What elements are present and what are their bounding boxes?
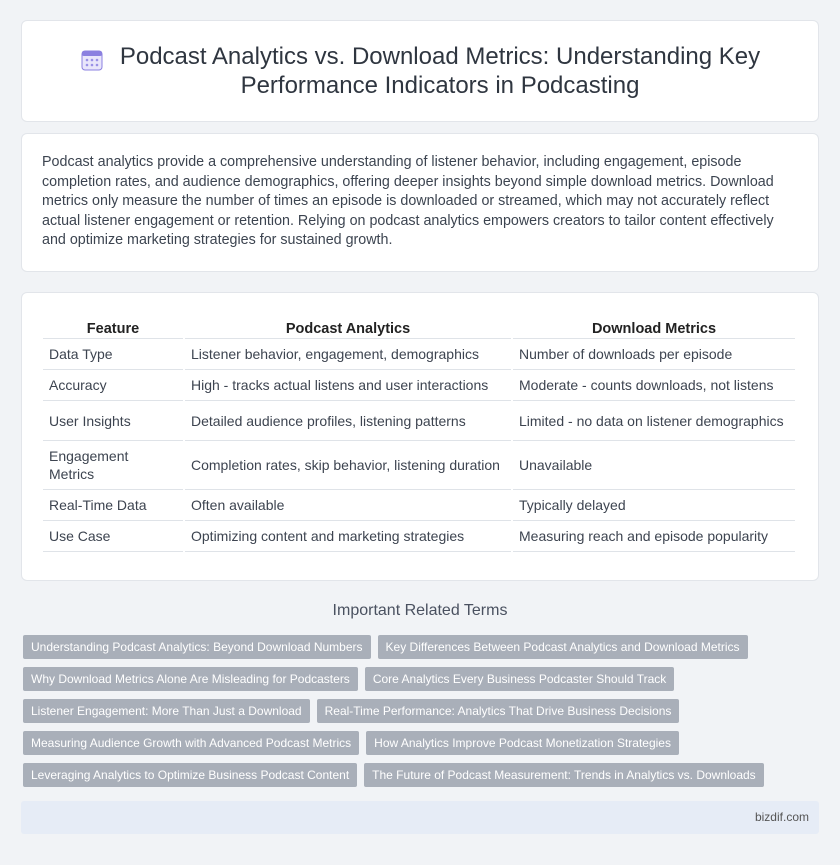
tag-row: [23, 699, 813, 723]
table-header-row: [43, 313, 795, 339]
table-cell: Data Type: [43, 339, 183, 370]
header-podcast-analytics: Podcast Analytics: [185, 313, 511, 339]
table-cell: Accuracy: [43, 370, 183, 401]
related-terms-list: [23, 635, 813, 795]
table-cell: Real-Time Data: [43, 490, 183, 521]
header-download-metrics: Download Metrics: [513, 313, 795, 339]
tag-row: [23, 667, 813, 691]
table-cell: Listener behavior, engagement, demographics: [185, 339, 511, 370]
table-row: [43, 370, 795, 401]
table-cell: Often available: [185, 490, 511, 521]
summary-text: Podcast analytics provide a comprehensive understanding of listener behavior, including engagement, episode completion rates, and audience demographics, offering deeper insights beyond simple download metrics. Download metrics only measure the number of times an episode is downloaded or streamed, which may not accurately reflect actual listener engagement or retention. Relying on podcast analytics empowers creators to tailor content effectively and optimize marketing strategies for sustained growth.: [42, 154, 774, 249]
table-cell: Use Case: [43, 521, 183, 552]
tag-row: [23, 635, 813, 659]
table-cell: Moderate - counts downloads, not listens: [513, 370, 795, 401]
table-row: [43, 490, 795, 521]
related-term-link[interactable]: Understanding Podcast Analytics: Beyond Download Numbers: [23, 635, 371, 659]
related-term-link[interactable]: How Analytics Improve Podcast Monetization Strategies: [366, 731, 679, 755]
table-row: [43, 521, 795, 552]
table-cell: High - tracks actual listens and user interactions: [185, 370, 511, 401]
table-cell: Completion rates, skip behavior, listening duration: [185, 441, 511, 490]
table-cell: Detailed audience profiles, listening patterns: [185, 401, 511, 441]
related-term-link[interactable]: Measuring Audience Growth with Advanced Podcast Metrics: [23, 731, 359, 755]
summary-card: [21, 133, 819, 272]
related-term-link[interactable]: Core Analytics Every Business Podcaster Should Track: [365, 667, 674, 691]
related-term-link[interactable]: Key Differences Between Podcast Analytics and Download Metrics: [378, 635, 748, 659]
related-term-link[interactable]: Real-Time Performance: Analytics That Drive Business Decisions: [317, 699, 680, 723]
tag-row: [23, 763, 813, 787]
table-row: [43, 401, 795, 441]
tag-row: [23, 731, 813, 755]
table-row: [43, 339, 795, 370]
table-cell: Measuring reach and episode popularity: [513, 521, 795, 552]
footer: [21, 801, 819, 834]
comparison-table-card: [21, 292, 819, 581]
related-term-link[interactable]: Listener Engagement: More Than Just a Download: [23, 699, 310, 723]
table-cell: Typically delayed: [513, 490, 795, 521]
footer-site-link[interactable]: bizdif.com: [754, 810, 809, 824]
table-cell: Number of downloads per episode: [513, 339, 795, 370]
related-term-link[interactable]: Leveraging Analytics to Optimize Business Podcast Content: [23, 763, 357, 787]
table-row: [43, 441, 795, 490]
title-card: [21, 20, 819, 122]
page-title: Podcast Analytics vs. Download Metrics: Understanding Key Performance Indicators in Podcasting: [119, 43, 761, 99]
header-feature: Feature: [43, 313, 183, 339]
table-cell: Optimizing content and marketing strategies: [185, 521, 511, 552]
table-cell: User Insights: [43, 401, 183, 441]
table-cell: Engagement Metrics: [43, 441, 183, 490]
related-term-link[interactable]: Why Download Metrics Alone Are Misleading for Podcasters: [23, 667, 358, 691]
comparison-table: [41, 313, 797, 552]
related-terms-title: Important Related Terms: [332, 602, 508, 619]
table-cell: Limited - no data on listener demographics: [513, 401, 795, 441]
table-cell: Unavailable: [513, 441, 795, 490]
related-term-link[interactable]: The Future of Podcast Measurement: Trends in Analytics vs. Downloads: [364, 763, 764, 787]
